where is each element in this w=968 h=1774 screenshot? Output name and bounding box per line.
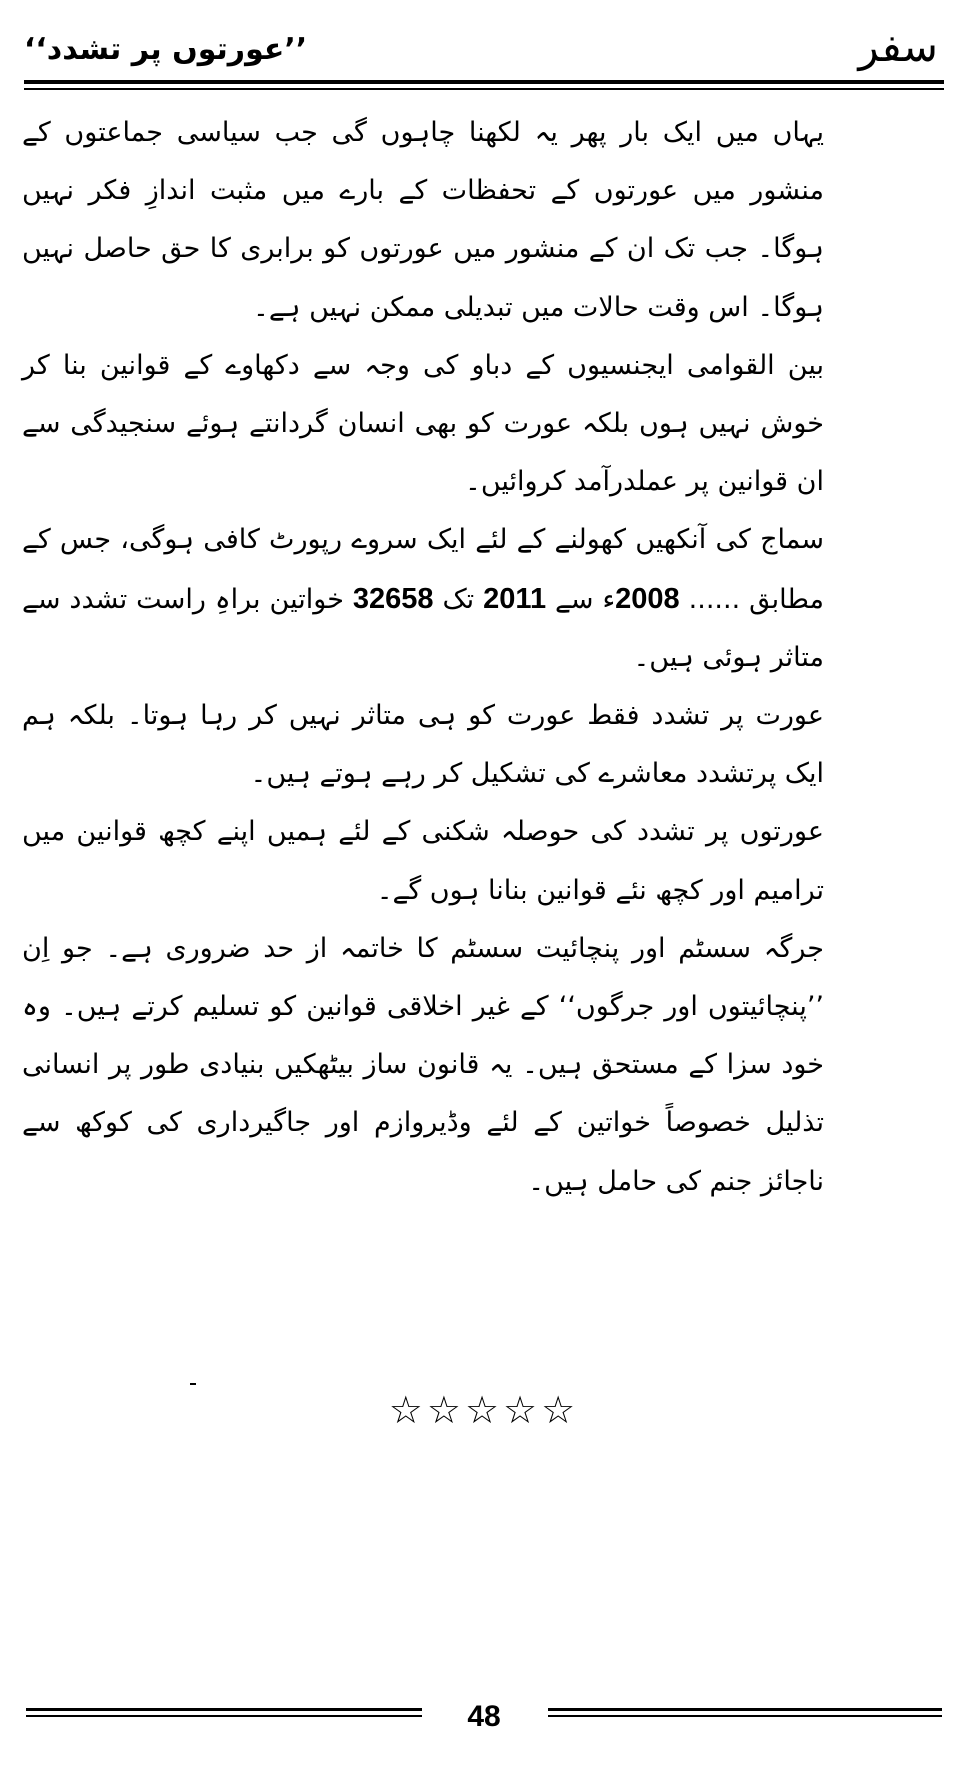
paragraph-1: یہاں میں ایک بار پھر یہ لکھنا چاہوں گی جب سیاسی جماعتوں کے منشور میں عورتوں کے تحفظات کے بارے میں مثبت اندازِ فکر نہیں ہوگا۔ جب تک ان کے منشور میں عورتوں کو برابری کا حق حاصل نہیں ہوگا۔ اس وقت حالات میں تبدیلی ممکن نہیں ہے۔ — [22, 117, 824, 323]
star-icon: ☆ — [388, 1388, 427, 1432]
paragraph-3-mid2: تک — [433, 583, 484, 615]
paragraph-6: جرگہ سسٹم اور پنچائیت سسٹم کا خاتمہ از حد ضروری ہے۔ جو اِن ’’پنچائیتوں اور جرگوں‘‘ کے غیر اخلاقی قوانین کو تسلیم کرتے ہیں۔ وہ خود سزا کے مستحق ہیں۔ یہ قانون ساز بیٹھکیں بنیادی طور پر انسانی تذلیل خصوصاً خواتین کے لئے وڈیروازم اور جاگیرداری کی کوکھ سے ناجائز جنم کی حامل ہیں۔ — [22, 932, 824, 1197]
paragraph-3-tail: خواتین براہِ راست تشدد سے متاثر ہوئی ہیں۔ — [22, 583, 824, 673]
star-icon: ☆ — [464, 1388, 504, 1432]
paragraph-3-mid1: ء سے — [546, 583, 616, 615]
star-icon: ☆ — [426, 1388, 465, 1432]
paragraph-2: بین القوامی ایجنسیوں کے دباو کی وجہ سے دکھاوے کے قوانین بنا کر خوش نہیں ہوں بلکہ عورت کو بھی انسان گردانتے ہوئے سنجیدگی سے ان قوانین پر عملدرآمد کروائیں۔ — [22, 349, 824, 498]
page-header — [24, 18, 944, 78]
victim-count: 32658 — [352, 582, 434, 615]
chapter-title: ’’عورتوں پر تشدد‘‘ — [24, 32, 308, 67]
paragraph-3-lead: سماج کی آنکھیں کھولنے کے لئے ایک سروے رپورٹ کافی ہوگی، جس کے مطابق ...... — [22, 524, 824, 615]
header-rule-thick — [24, 80, 944, 84]
year-from: 2008 — [615, 582, 680, 615]
stray-mark — [190, 1383, 196, 1385]
paragraph-4: عورت پر تشدد فقط عورت کو ہی متاثر نہیں کر رہا ہوتا۔ بلکہ ہم ایک پرتشدد معاشرے کی تشکیل کر رہے ہوتے ہیں۔ — [22, 700, 824, 790]
star-icon: ☆ — [503, 1388, 542, 1432]
book-title: سفر — [858, 22, 938, 71]
header-rule-thin — [24, 88, 944, 90]
page-number: 48 — [467, 1700, 501, 1733]
year-to: 2011 — [483, 582, 547, 615]
star-icon: ☆ — [541, 1388, 580, 1432]
star-ornament — [0, 1390, 968, 1430]
paragraph-5: عورتوں پر تشدد کی حوصلہ شکنی کے لئے ہمیں اپنے کچھ قوانین میں ترامیم اور کچھ نئے قوانین بنانا ہوں گے۔ — [22, 816, 824, 906]
paragraph-3 — [22, 511, 942, 687]
body-text — [22, 104, 942, 1211]
